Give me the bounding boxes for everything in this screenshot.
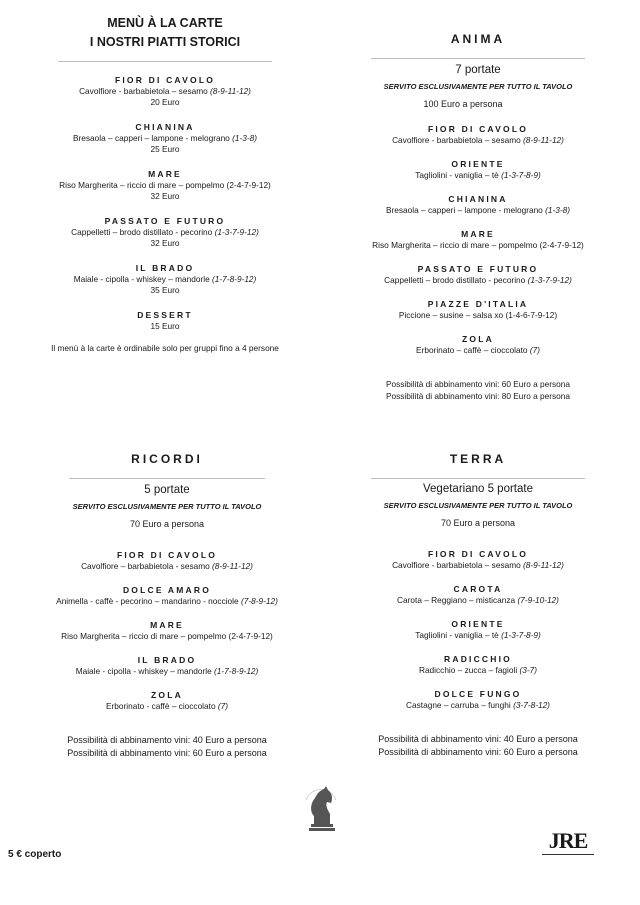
dish-name: ZOLA: [462, 334, 494, 344]
dish-name: MARE: [461, 229, 495, 239]
dish-name: FIOR DI CAVOLO: [114, 75, 216, 85]
ricordi-servito: SERVITO ESCLUSIVAMENTE PER TUTTO IL TAVOLO: [72, 502, 262, 511]
menu-dish: [30, 215, 300, 249]
dish-description: Cavolfiore – barbabietola - sesamo (8-9-11-12): [81, 561, 253, 571]
dish-description: Cavolfiore - barbabietola – sesamo (8-9-11-12): [392, 560, 564, 570]
menu-dish: [348, 158, 608, 181]
dish-allergens: (1-3-8): [545, 205, 571, 215]
dish-allergens: (7): [529, 345, 540, 355]
knight-logo: [300, 776, 342, 834]
menu-dish: [348, 618, 608, 641]
menu-dish: [348, 548, 608, 571]
dish-name: PASSATO E FUTURO: [104, 216, 226, 226]
terra-section: [348, 452, 608, 759]
ricordi-wine-1: Possibilità di abbinamento vini: 40 Euro a persona: [67, 735, 267, 745]
dish-name: CHIANINA: [448, 194, 508, 204]
dish-name: DESSERT: [137, 310, 193, 320]
dish-description: Castagne – carruba – funghi (3-7-8-12): [406, 700, 550, 710]
dish-price: 32 Euro: [150, 238, 180, 248]
dish-name: ORIENTE: [451, 619, 505, 629]
knight-icon: [300, 776, 342, 834]
dish-allergens: (1-3-7-8-9): [501, 630, 541, 640]
menu-dish: [348, 298, 608, 321]
terra-price: 70 Euro a persona: [440, 518, 516, 528]
dish-name: DOLCE FUNGO: [434, 689, 522, 699]
divider: [371, 478, 585, 479]
ricordi-title: RICORDI: [131, 452, 203, 466]
dish-description: Maiale - cipolla - whiskey – mandorle (1-7-8-9-12): [73, 274, 257, 284]
dish-description: Bresaola – capperi – lampone - melograno (1-3-8): [385, 205, 571, 215]
dish-description: Riso Margherita – riccio di mare – pompelmo (2-4-7-9-12): [61, 631, 273, 641]
dish-description: Animella - caffè - pecorino – mandarino - nocciole (7-8-9-12): [56, 596, 278, 606]
dish-price: 15 Euro: [150, 321, 180, 331]
dish-description: Cappelletti – brodo distillato - pecorino (1-3-7-9-12): [384, 275, 572, 285]
ricordi-price: 70 Euro a persona: [129, 519, 205, 529]
dish-description: Carota – Reggiano – misticanza (7-9-10-12): [397, 595, 559, 605]
jre-logo: [542, 830, 594, 858]
dish-name: CHIANINA: [135, 122, 195, 132]
terra-wine-2: Possibilità di abbinamento vini: 60 Euro a persona: [378, 747, 578, 757]
dish-allergens: (3-7-8-12): [513, 700, 550, 710]
dish-allergens: (7-8-9-12): [240, 596, 278, 606]
dish-description: Bresaola – capperi – lampone - melograno (1-3-8): [72, 133, 258, 143]
menu-dish: [348, 688, 608, 711]
dish-price: 35 Euro: [150, 285, 180, 295]
dish-name: MARE: [150, 620, 184, 630]
dish-name: RADICCHIO: [444, 654, 512, 664]
menu-dish: [33, 549, 301, 572]
menu-dish: [33, 619, 301, 642]
dish-description: Riso Margherita – riccio di mare – pompelmo (2-4-7-9-12): [59, 180, 271, 190]
coperto-label: 5 € coperto: [8, 849, 62, 860]
dish-description: Riso Margherita – riccio di mare – pompelmo (2-4-7-9-12): [372, 240, 584, 250]
menu-dish: [33, 584, 301, 607]
dish-name: ZOLA: [151, 690, 183, 700]
dish-price: 20 Euro: [150, 97, 180, 107]
dish-description: Tagliolini - vaniglia – tè (1-3-7-8-9): [415, 630, 541, 640]
terra-wine-1: Possibilità di abbinamento vini: 40 Euro a persona: [378, 734, 578, 744]
dish-name: DOLCE AMARO: [122, 585, 212, 595]
terra-title: TERRA: [449, 452, 507, 466]
dish-allergens: (1-3-7-9-12): [214, 227, 259, 237]
dish-description: Cappelletti – brodo distillato - pecorino (1-3-7-9-12): [71, 227, 259, 237]
carte-note: Il menù à la carte è ordinabile solo per gruppi fino a 4 persone: [51, 343, 279, 353]
dish-allergens: (8-9-11-12): [212, 561, 253, 571]
dish-price: 25 Euro: [150, 144, 180, 154]
menu-dish: [348, 263, 608, 286]
menu-dish: [348, 333, 608, 356]
dish-name: IL BRADO: [137, 655, 197, 665]
dish-allergens: (7): [217, 701, 229, 711]
dish-allergens: (1-3-8): [232, 133, 258, 143]
menu-dish: [33, 654, 301, 677]
anima-subtitle: 7 portate: [455, 64, 501, 76]
dish-description: Tagliolini - vaniglia – tè (1-3-7-8-9): [415, 170, 541, 180]
dish-name: MARE: [148, 169, 182, 179]
menu-dish: [348, 228, 608, 251]
dish-name: PASSATO E FUTURO: [417, 264, 539, 274]
dish-description: Cavolfiore - barbabietola – sesamo (8-9-11-12): [79, 86, 251, 96]
dish-name: IL BRADO: [135, 263, 195, 273]
ricordi-subtitle: 5 portate: [144, 484, 190, 496]
dish-name: PIAZZE D'ITALIA: [427, 299, 529, 309]
dish-allergens: (3-7): [519, 665, 538, 675]
anima-title: ANIMA: [450, 32, 506, 46]
anima-price: 100 Euro a persona: [423, 99, 503, 109]
menu-dish: [348, 123, 608, 146]
ricordi-section: [33, 452, 301, 760]
divider: [371, 58, 585, 59]
menu-dish: [348, 193, 608, 216]
menu-dish: [30, 309, 300, 332]
dish-name: FIOR DI CAVOLO: [427, 549, 529, 559]
carte-title: MENÙ À LA CARTE: [107, 16, 223, 30]
divider: [69, 478, 265, 479]
menu-dish: [30, 121, 300, 155]
dish-allergens: (1-3-7-8-9): [501, 170, 541, 180]
anima-section: [348, 32, 608, 402]
dish-allergens: (7-9-10-12): [517, 595, 559, 605]
dish-allergens: (1-7-8-9-12): [214, 666, 259, 676]
terra-servito: SERVITO ESCLUSIVAMENTE PER TUTTO IL TAVOLO: [383, 501, 573, 510]
dish-allergens: (1-7-8-9-12): [212, 274, 257, 284]
carte-section: [30, 14, 300, 354]
dish-allergens: (8-9-11-12): [523, 135, 564, 145]
dish-allergens: (8-9-11-12): [210, 86, 251, 96]
dish-description: Piccione – susine – salsa xo (1-4-6-7-9-12): [398, 310, 558, 320]
dish-name: FIOR DI CAVOLO: [427, 124, 529, 134]
menu-dish: [348, 583, 608, 606]
menu-dish: [30, 74, 300, 108]
dish-name: CAROTA: [453, 584, 503, 594]
dish-price: 32 Euro: [150, 191, 180, 201]
carte-subtitle: I NOSTRI PIATTI STORICI: [89, 35, 241, 49]
dish-description: Radicchio – zucca – fagioli (3-7): [418, 665, 538, 675]
anima-wine-2: Possibilità di abbinamento vini: 80 Euro a persona: [385, 391, 571, 401]
terra-subtitle: Vegetariano 5 portate: [423, 483, 533, 495]
ricordi-wine-2: Possibilità di abbinamento vini: 60 Euro a persona: [67, 748, 267, 758]
divider: [58, 61, 272, 62]
menu-dish: [30, 262, 300, 296]
jre-logo-text: JRE: [548, 828, 588, 853]
dish-description: Maiale - cipolla - whiskey – mandorle (1-7-8-9-12): [75, 666, 259, 676]
dish-allergens: (8-9-11-12): [523, 560, 564, 570]
dish-description: Erborinato - caffè – cioccolato (7): [105, 701, 229, 711]
dish-description: Erborinato – caffè – cioccolato (7): [416, 345, 540, 355]
dish-name: ORIENTE: [451, 159, 505, 169]
anima-wine-1: Possibilità di abbinamento vini: 60 Euro a persona: [385, 379, 571, 389]
menu-dish: [348, 653, 608, 676]
dish-allergens: (1-3-7-9-12): [527, 275, 572, 285]
menu-dish: [30, 168, 300, 202]
dish-name: FIOR DI CAVOLO: [116, 550, 218, 560]
menu-dish: [33, 689, 301, 712]
dish-description: Cavolfiore - barbabietola – sesamo (8-9-11-12): [392, 135, 564, 145]
anima-servito: SERVITO ESCLUSIVAMENTE PER TUTTO IL TAVOLO: [383, 82, 573, 91]
